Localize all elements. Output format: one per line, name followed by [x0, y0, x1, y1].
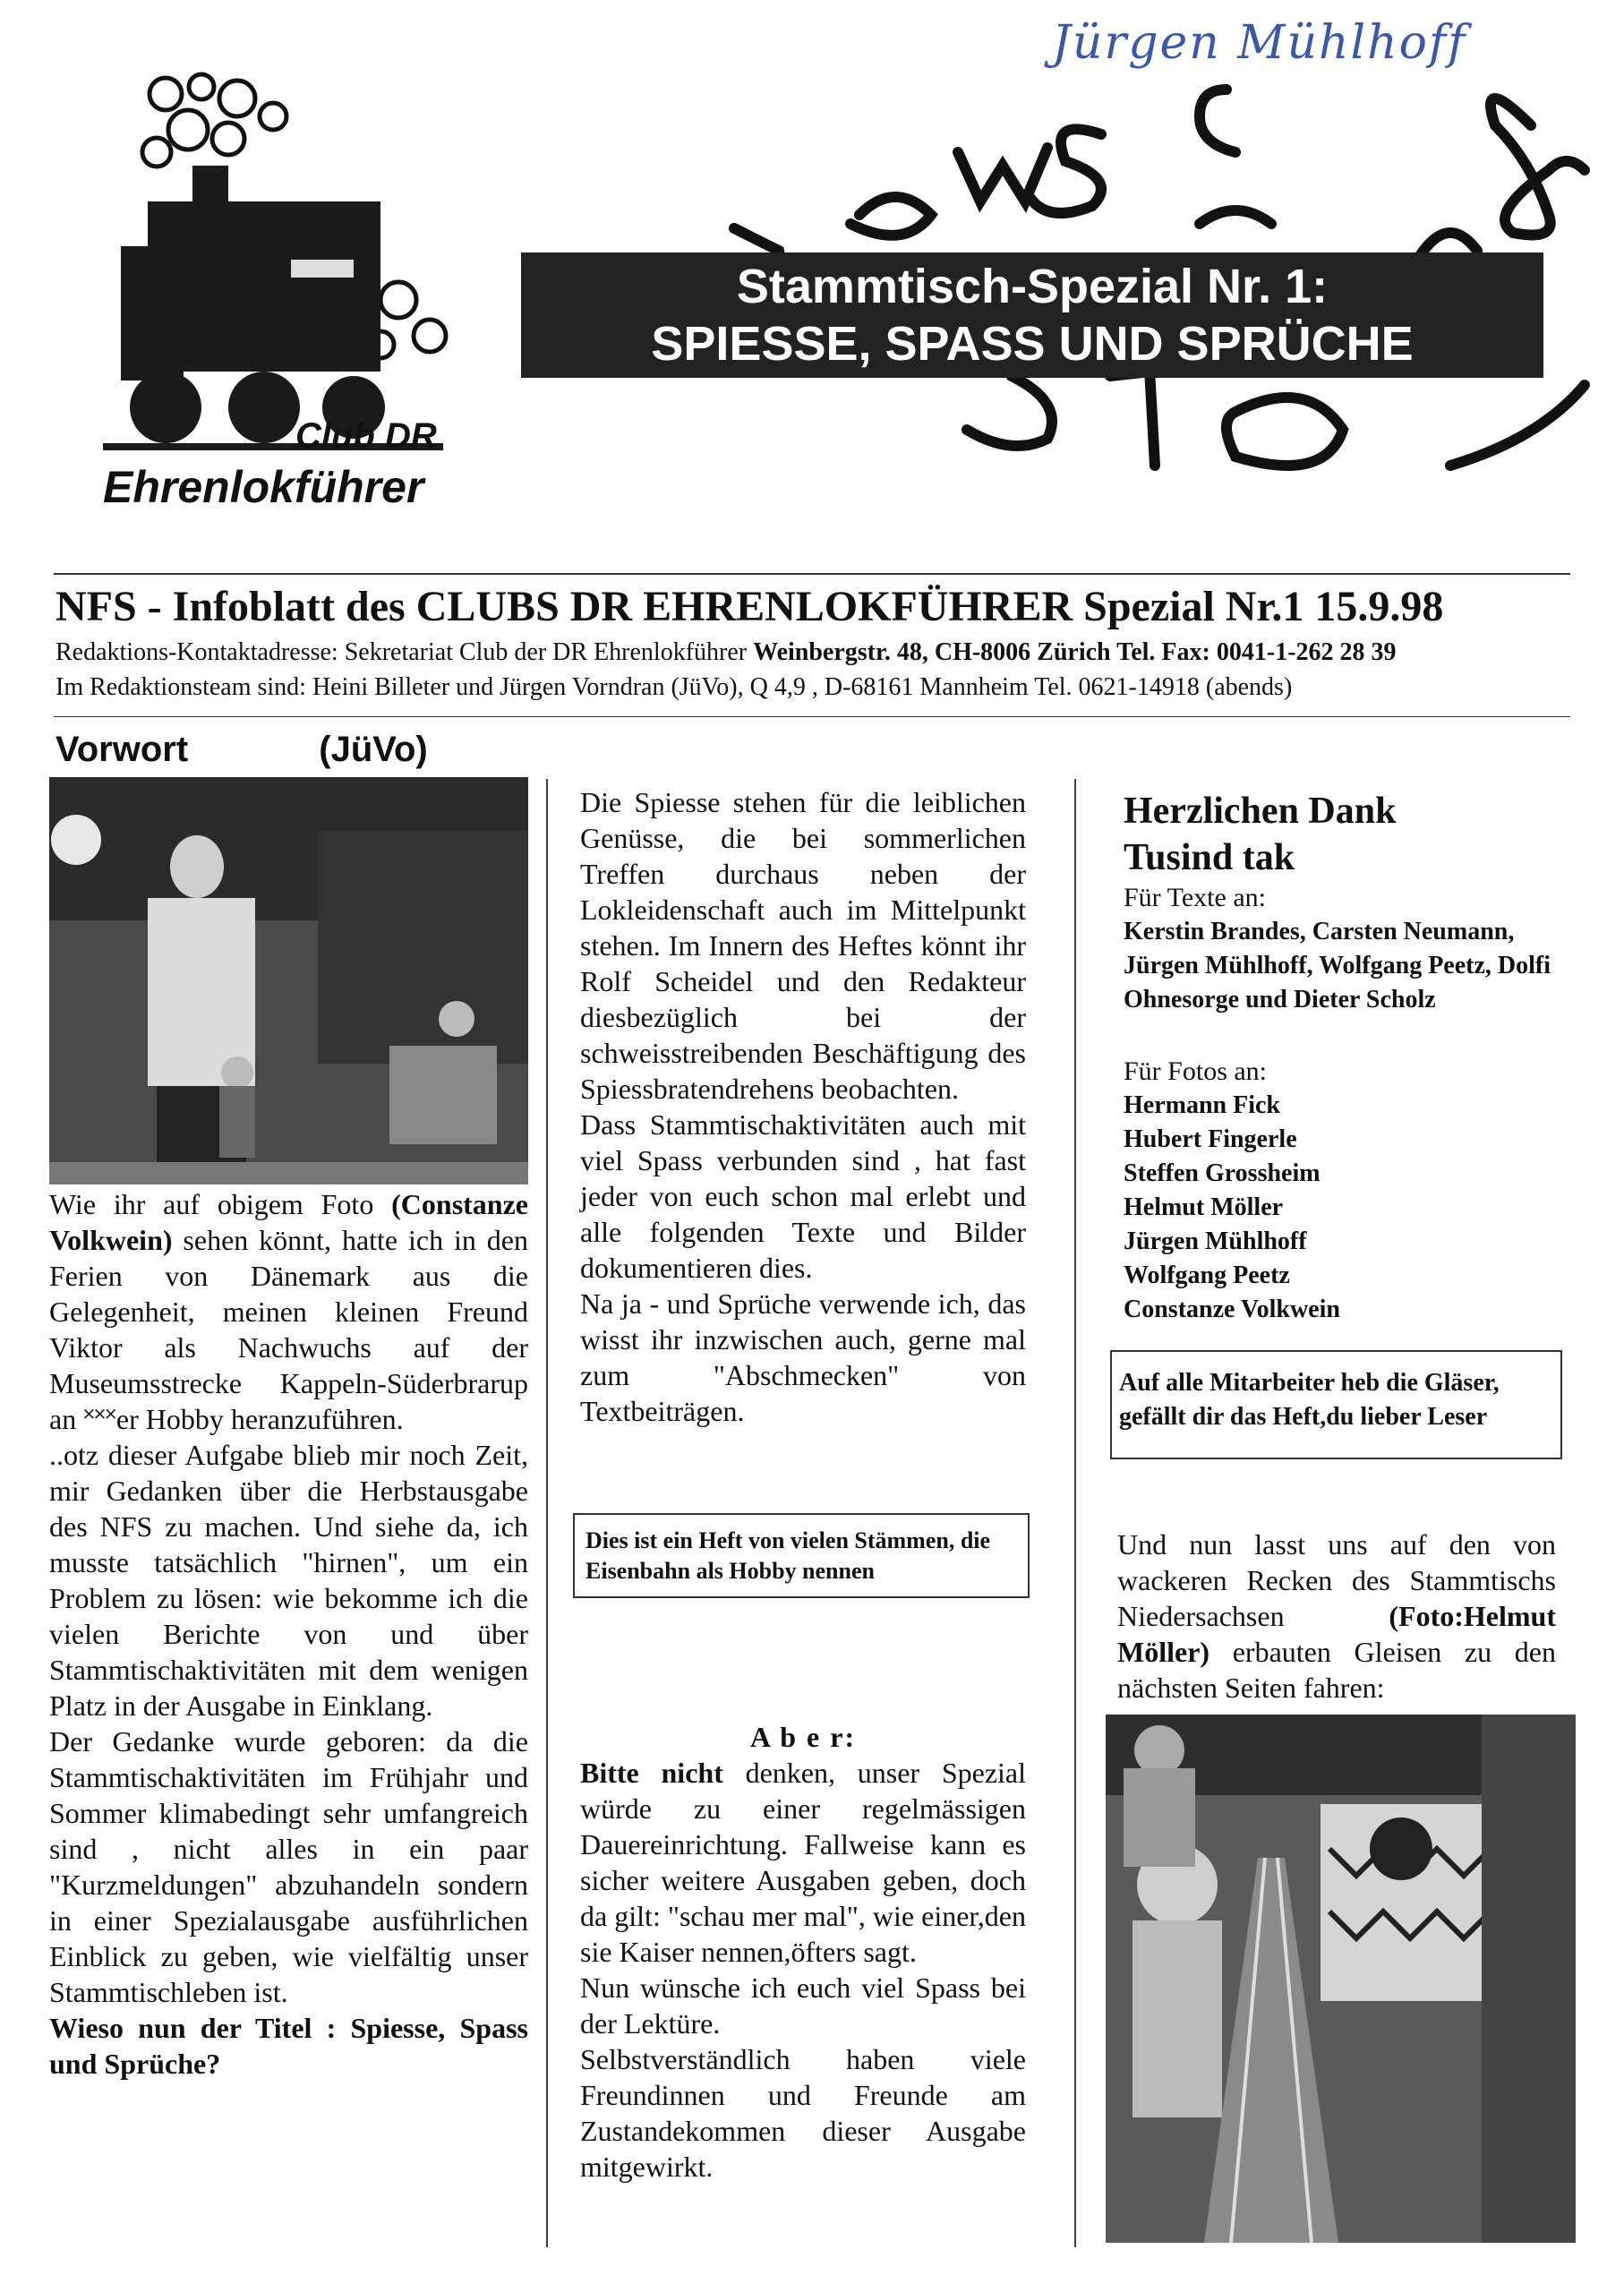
texte-label: Für Texte an: — [1124, 883, 1266, 912]
thanks-heading-1: Herzlichen Dank — [1124, 791, 1397, 832]
title-banner — [521, 252, 1543, 378]
col2-quote-box: Dies ist ein Heft von vielen Stämmen, die Eisenbahn als Hobby nennen — [573, 1513, 1030, 1598]
column-1-text — [49, 1186, 528, 2082]
column-divider-2 — [1074, 779, 1076, 2247]
fotos-name-7: Constanze Volkwein — [1124, 1296, 1340, 1323]
masthead-title: NFS - Infoblatt des CLUBS DR EHRENLOKFÜHRER Spezial Nr.1 15.9.98 — [56, 583, 1444, 630]
p1-text-b: sehen könnt, hatte ich in den Ferien von Dänemark aus die Gelegenheit, meinen kleinen Freund Viktor als Nachwuchs auf der Museumsstrecke Kappeln-Süderbrarup an ˟˟˟er Hobby heranzuführen. — [49, 1224, 528, 1435]
fotos-name-6: Wolfgang Peetz — [1124, 1261, 1290, 1289]
handwritten-signature: Jürgen Mühlhoff — [1052, 16, 1467, 70]
contact-address: Weinbergstr. 48, CH-8006 Zürich Tel. Fax: 0041-1-262 28 39 — [753, 638, 1397, 666]
logo-club-line1: Club DR — [295, 416, 437, 456]
banner-line1: Stammtisch-Spezial Nr. 1: — [736, 260, 1329, 313]
contact-text: Redaktions-Kontaktadresse: Sekretariat Club der DR Ehrenlokführer — [56, 638, 754, 666]
p1-text-a: Wie ihr auf obigem Foto — [49, 1188, 392, 1220]
col3-text-a: Und nun lasst uns auf den von wackeren Recken des Stammtischs Niedersachsen — [1117, 1528, 1556, 1632]
p4-bold: Bitte nicht — [580, 1757, 723, 1789]
vorwort-paragraph-2: ..otz dieser Aufgabe blieb mir noch Zeit, mir Gedanken über die Herbstausgabe des NFS zu machen. Und siehe da, ich musste tatsächlich "hirnen", um ein Problem zu lösen: wie bekomme ich die vielen Berichte von und über Stammtischaktivitäten mit dem wenigen Platz in der Ausgabe in Einklang. — [49, 1439, 528, 1722]
fotos-name-4: Helmut Möller — [1124, 1193, 1284, 1221]
col3-photo-credit: (Foto:Helmut Möller) — [1117, 1600, 1556, 1668]
club-logo — [85, 67, 470, 533]
vorwort-heading — [56, 730, 428, 770]
p4-text: denken, unser Spezial würde zu einer regelmässigen Dauereinrichtung. Fallweise kann es sicher weitere Ausgaben geben, doch da gilt: "schau mer mal", wie einer,den sie Kaiser nennen,öfters sagt. — [580, 1757, 1026, 1968]
fotos-name-2: Hubert Fingerle — [1124, 1125, 1297, 1153]
column-divider-1 — [546, 779, 548, 2247]
vorwort-title: Vorwort — [56, 730, 189, 769]
photo-constanze-volkwein — [49, 777, 528, 1184]
fotos-name-5: Jürgen Mühlhoff — [1124, 1227, 1307, 1255]
col2-paragraph-2: Dass Stammtischaktivitäten auch mit viel Spass verbunden sind , hat fast jeder von euch schon mal erlebt und alle folgenden Texte und Bilder dokumentieren dies. — [580, 1108, 1026, 1284]
banner-line2: SPIESSE, SPASS UND SPRÜCHE — [651, 317, 1414, 371]
col2-paragraph-4 — [580, 1755, 1026, 1970]
fotos-name-3: Steffen Grossheim — [1124, 1159, 1321, 1187]
col3-quote-box: Auf alle Mitarbeiter heb die Gläser, gefällt dir das Heft,du lieber Leser — [1110, 1350, 1562, 1459]
thanks-heading-2: Tusind tak — [1124, 837, 1295, 878]
masthead-divider — [54, 716, 1570, 717]
col2-paragraph-1: Die Spiesse stehen für die leiblichen Genüsse, die bei sommerlichen Treffen durchaus neben der Lokleidenschaft auch im Mittelpunkt stehen. Im Innern des Heftes könnt ihr Rolf Scheidel und den Redakteur diesbezüglich bei der schweisstreibenden Beschäftigung des Spiessbratendrehens beobachten. — [580, 786, 1026, 1105]
col3-text-b: erbauten Gleisen zu den nächsten Seiten fahren: — [1117, 1636, 1556, 1704]
col2-paragraph-3: Na ja - und Sprüche verwende ich, das wisst ihr inzwischen auch, gerne mal zum "Abschmecken" von Textbeiträgen. — [580, 1287, 1026, 1427]
thanks-section — [1124, 788, 1571, 1327]
column-3-text — [1117, 1527, 1556, 1706]
logo-club-line2: Ehrenlokführer — [103, 462, 424, 512]
aber-heading: A b e r: — [749, 1721, 857, 1753]
top-divider — [54, 573, 1570, 575]
col2-paragraph-6: Selbstverständlich haben viele Freundinnen und Freunde am Zustandekommen dieser Ausgabe mitgewirkt. — [580, 2043, 1026, 2183]
photo-track-builders — [1106, 1715, 1576, 2243]
texte-names: Kerstin Brandes, Carsten Neumann, Jürgen Mühlhoff, Wolfgang Peetz, Dolfi Ohnesorge und Dieter Scholz — [1124, 918, 1551, 1013]
vorwort-paragraph-1 — [49, 1186, 528, 1437]
vorwort-paragraph-3: Der Gedanke wurde geboren: da die Stammtischaktivitäten im Frühjahr und Sommer klimabedingt sehr umfangreich sind , nicht alles in ein paar "Kurzmeldungen" abzuhandeln sondern in einer Spezialausgabe ausführlichen Einblick zu geben, wie vielfältig unser Stammtischleben ist. — [49, 1725, 528, 2008]
column-2-text — [580, 784, 1026, 1429]
vorwort-author: (JüVo) — [319, 730, 428, 769]
col2-paragraph-5: Nun wünsche ich euch viel Spass bei der Lektüre. — [580, 1971, 1026, 2040]
masthead-contact — [56, 638, 1397, 667]
col3-paragraph-1 — [1117, 1527, 1556, 1706]
vorwort-question: Wieso nun der Titel : Spiesse, Spass und Sprüche? — [49, 2012, 528, 2080]
locomotive-illustration — [85, 67, 470, 461]
column-2-lower-text — [580, 1719, 1026, 2185]
p1-photo-credit: (Constanze Volkwein) — [49, 1188, 528, 1256]
masthead-team: Im Redaktionsteam sind: Heini Billeter und Jürgen Vorndran (JüVo), Q 4,9 , D-68161 Mannheim Tel. 0621-14918 (abends) — [56, 673, 1293, 701]
fotos-label: Für Fotos an: — [1124, 1056, 1268, 1086]
fotos-name-1: Hermann Fick — [1124, 1091, 1280, 1119]
